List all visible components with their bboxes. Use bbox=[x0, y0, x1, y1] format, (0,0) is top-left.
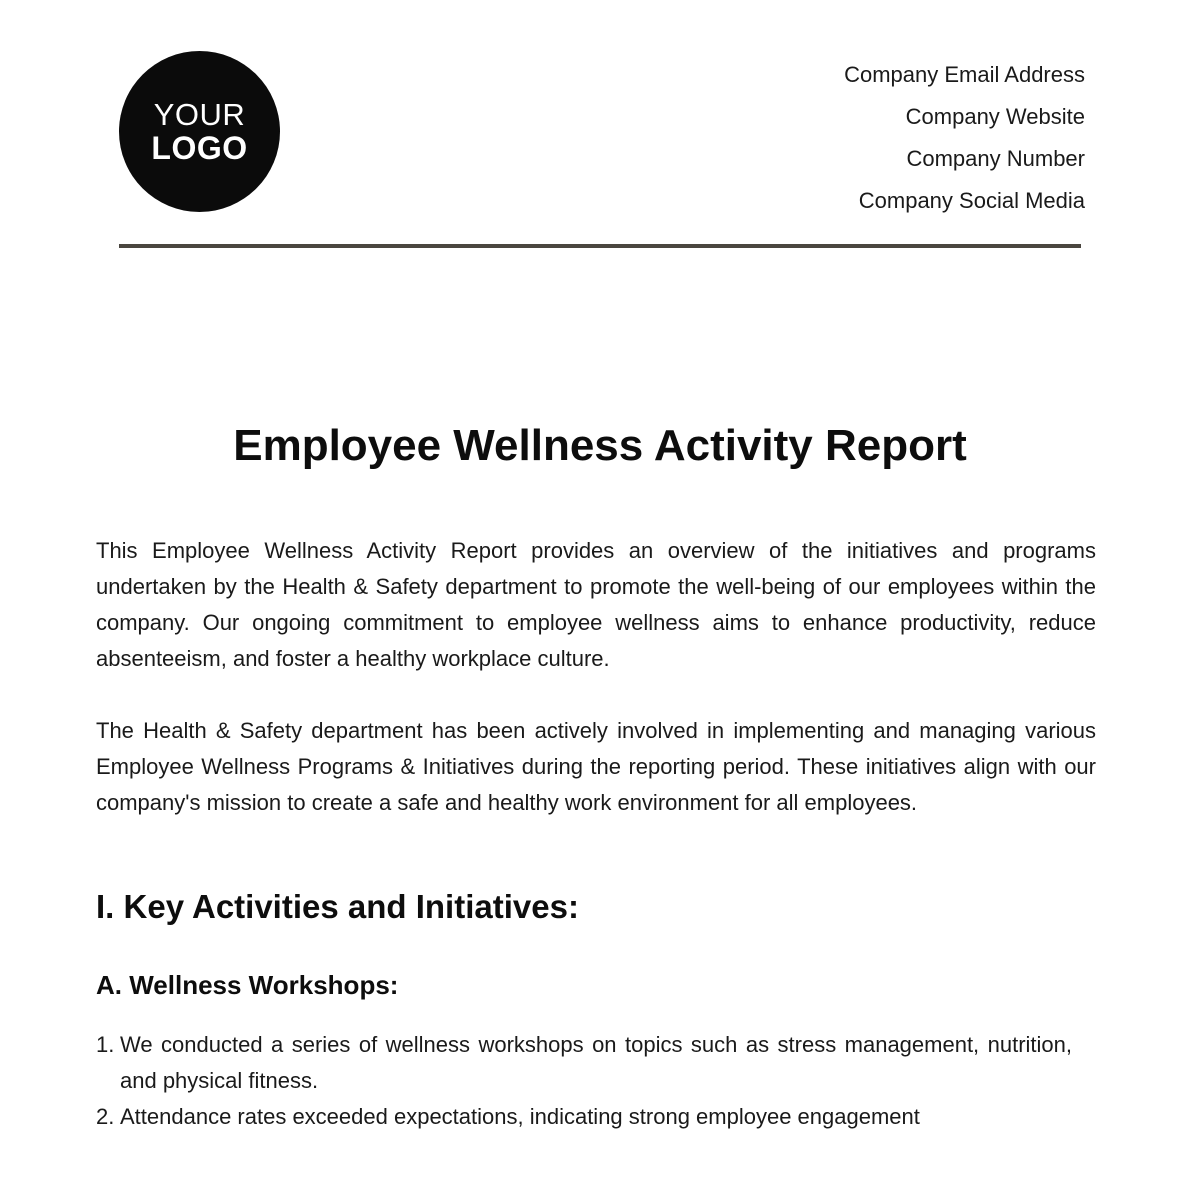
document-header bbox=[0, 0, 1200, 260]
workshop-list bbox=[96, 1027, 1072, 1135]
intro-paragraph: This Employee Wellness Activity Report provides an overview of the initiatives and programs undertaken by the Health & Safety department to promote the well-being of our employees within the company. Our ongoing commitment to employee wellness aims to enhance productivity, reduce absenteeism, and foster a healthy workplace culture. bbox=[96, 538, 1096, 671]
subsection-heading-wellness-workshops: A. Wellness Workshops: bbox=[96, 970, 399, 1000]
logo-text-line1: YOUR bbox=[153, 97, 246, 132]
list-item bbox=[96, 1027, 1072, 1099]
document-title: Employee Wellness Activity Report bbox=[233, 421, 967, 470]
list-item-number: 1. bbox=[96, 1032, 115, 1057]
list-item-text: We conducted a series of wellness workshops on topics such as stress management, nutrition, and physical fitness. bbox=[120, 1032, 1072, 1093]
section-heading-key-activities: I. Key Activities and Initiatives: bbox=[96, 888, 579, 925]
company-contact-block bbox=[844, 54, 1085, 222]
logo-text-line2: LOGO bbox=[151, 130, 248, 166]
list-item-number: 2. bbox=[96, 1104, 115, 1129]
company-social-media: Company Social Media bbox=[858, 188, 1085, 213]
document-body bbox=[96, 533, 1096, 1135]
company-number: Company Number bbox=[906, 146, 1085, 171]
list-item bbox=[96, 1099, 1072, 1135]
header-divider bbox=[119, 244, 1081, 248]
company-email: Company Email Address bbox=[844, 62, 1085, 87]
company-logo bbox=[119, 51, 280, 212]
company-website: Company Website bbox=[905, 104, 1085, 129]
list-item-text: Attendance rates exceeded expectations, indicating strong employee engagement bbox=[120, 1104, 920, 1129]
department-paragraph: The Health & Safety department has been actively involved in implementing and managing various Employee Wellness Programs & Initiatives during the reporting period. These initiatives align with our company's mission to create a safe and healthy work environment for all employees. bbox=[96, 718, 1096, 815]
